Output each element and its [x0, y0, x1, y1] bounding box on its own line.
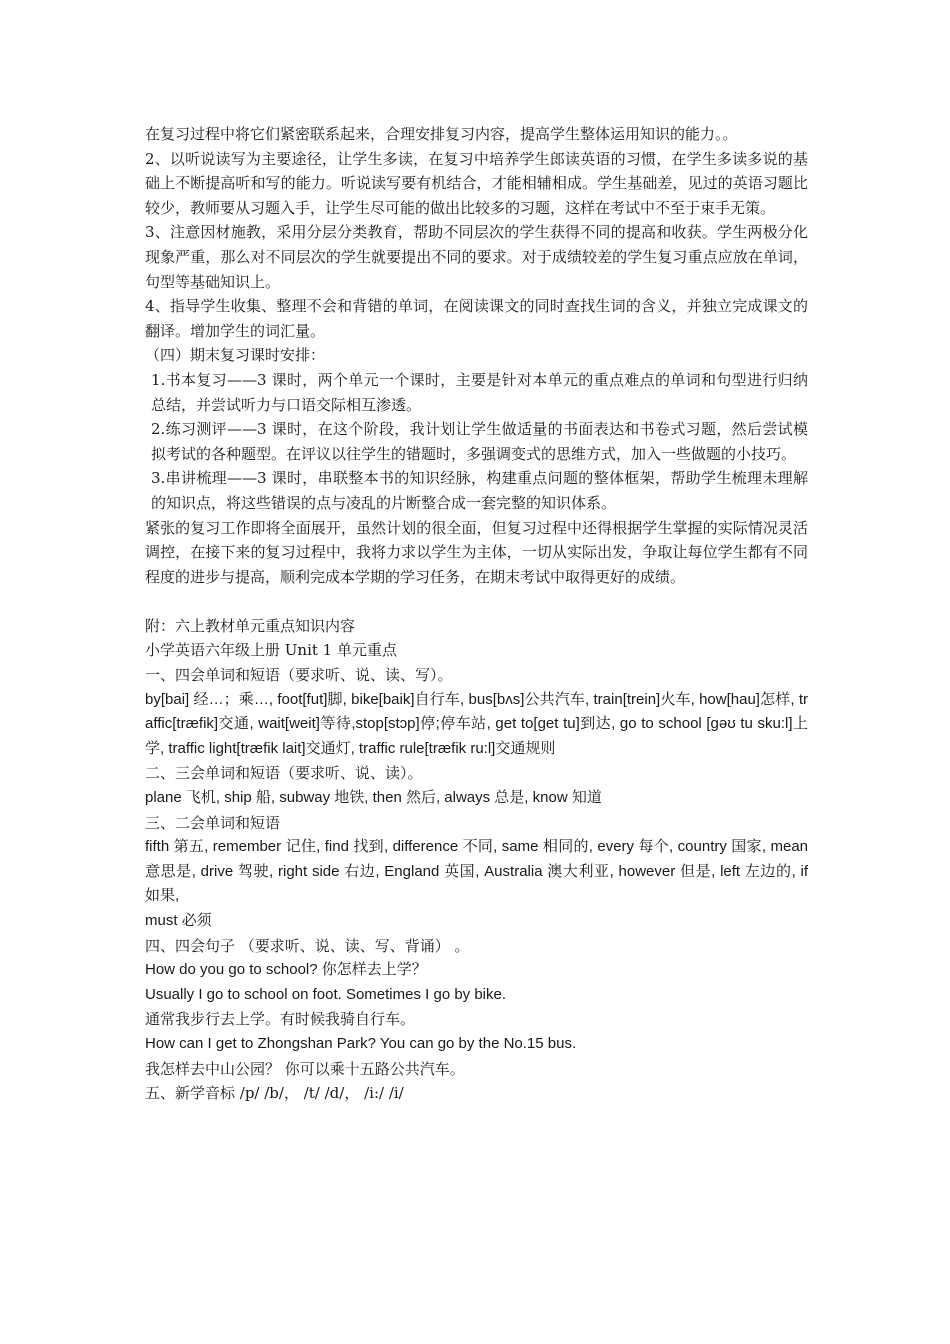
- sentence-line: How can I get to Zhongshan Park? You can go by the No.15 bus.: [145, 1034, 577, 1052]
- sentence-line: 我怎样去中山公园？ 你可以乘十五路公共汽车。: [145, 1059, 465, 1078]
- sentence-line: 通常我步行去上学。有时候我骑自行车。: [145, 1010, 416, 1029]
- section-2-vocabulary: plane 飞机, ship 船, subway 地铁, then 然后, always 总是, know 知道: [145, 789, 602, 807]
- section-3-heading: 三、二会单词和短语: [145, 813, 281, 832]
- sentence-line: Usually I go to school on foot. Sometimes I go by bike.: [145, 985, 507, 1003]
- schedule-item-1: 1.书本复习——3 课时，两个单元一个课时，主要是针对本单元的重点难点的单词和句型进行归纳总结，并尝试听力与口语交际相互渗透。: [151, 370, 808, 414]
- section-heading-schedule: （四）期末复习课时安排：: [145, 346, 326, 365]
- blank-line: [145, 589, 808, 614]
- section-3-vocabulary: fifth 第五, remember 记住, find 找到, difference 不同, same 相同的, every 每个, country 国家, mean 意思是, drive 驾驶, right side 右边, England 英国, Australia 澳大利亚, however 但是, left 左边的, if 如果,: [145, 838, 808, 905]
- schedule-item-3: 3.串讲梳理——3 课时，串联整本书的知识经脉，构建重点问题的整体框架，帮助学生梳理未理解的知识点，将这些错误的点与凌乱的片断整合成一套完整的知识体系。: [151, 469, 808, 512]
- appendix-title: 附：六上教材单元重点知识内容: [145, 616, 356, 635]
- section-1-heading: 一、四会单词和短语（要求听、说、读、写）。: [145, 666, 453, 685]
- paragraph-conclusion: 紧张的复习工作即将全面展开，虽然计划的很全面，但复习过程中还得根据学生掌握的实际情况灵活调控，在接下来的复习过程中，我将力求以学生为主体，一切从实际出发，争取让每位学生都有不同程度的进步与提高，顺利完成本学期的学习任务，在期末考试中取得更好的成绩。: [145, 518, 808, 586]
- sentence-line: How do you go to school? 你怎样去上学？: [145, 961, 427, 979]
- paragraph-method-3: 3、注意因材施教，采用分层分类教育，帮助不同层次的学生获得不同的提高和收获。学生两极分化现象严重，那么对不同层次的学生就要提出不同的要求。对于成绩较差的学生复习重点应放在单词，句型等基础知识上。: [145, 223, 808, 291]
- paragraph-method-4: 4、指导学生收集、整理不会和背错的单词，在阅读课文的同时查找生词的含义，并独立完成课文的翻译。增加学生的词汇量。: [145, 297, 808, 340]
- paragraph-continuation: 在复习过程中将它们紧密联系起来，合理安排复习内容，提高学生整体运用知识的能力。。: [145, 125, 738, 143]
- unit-title: 小学英语六年级上册 Unit 1 单元重点: [145, 641, 397, 660]
- section-3-vocabulary-cont: must 必须: [145, 912, 212, 929]
- section-5-heading: 五、新学音标 /p/ /b/， /t/ /d/， /i:/ /i/: [145, 1084, 404, 1103]
- schedule-item-2: 2.练习测评——3 课时，在这个阶段，我计划让学生做适量的书面表达和书卷式习题，然后尝试模拟考试的各种题型。在评议以往学生的错题时，多强调变式的思维方式，加入一些做题的小技巧。: [151, 420, 808, 463]
- section-4-heading: 四、四会句子 （要求听、说、读、写、背诵） 。: [145, 936, 470, 955]
- paragraph-method-2: 2、以听说读写为主要途径，让学生多读，在复习中培养学生郎读英语的习惯，在学生多读多说的基础上不断提高听和写的能力。听说读写要有机结合，才能相辅相成。学生基础差，见过的英语习题比较少，教师要从习题入手，让学生尽可能的做出比较多的习题，这样在考试中不至于束手无策。: [145, 149, 808, 217]
- section-1-vocabulary: by[bai] 经…；乘…, foot[fut]脚, bike[baik]自行车, bus[bʌs]公共汽车, train[trein]火车, how[hau]怎样, traffic[træfik]交通, wait[weit]等待,stop[stɔp]停;停车站, get to[get tu]到达, go to school [gəʊ tu sku:l]上学, traffic light[træfik lait]交通灯, traffic rule[træfik ru:l]交通规则: [145, 690, 808, 757]
- section-2-heading: 二、三会单词和短语（要求听、说、读）。: [145, 764, 423, 783]
